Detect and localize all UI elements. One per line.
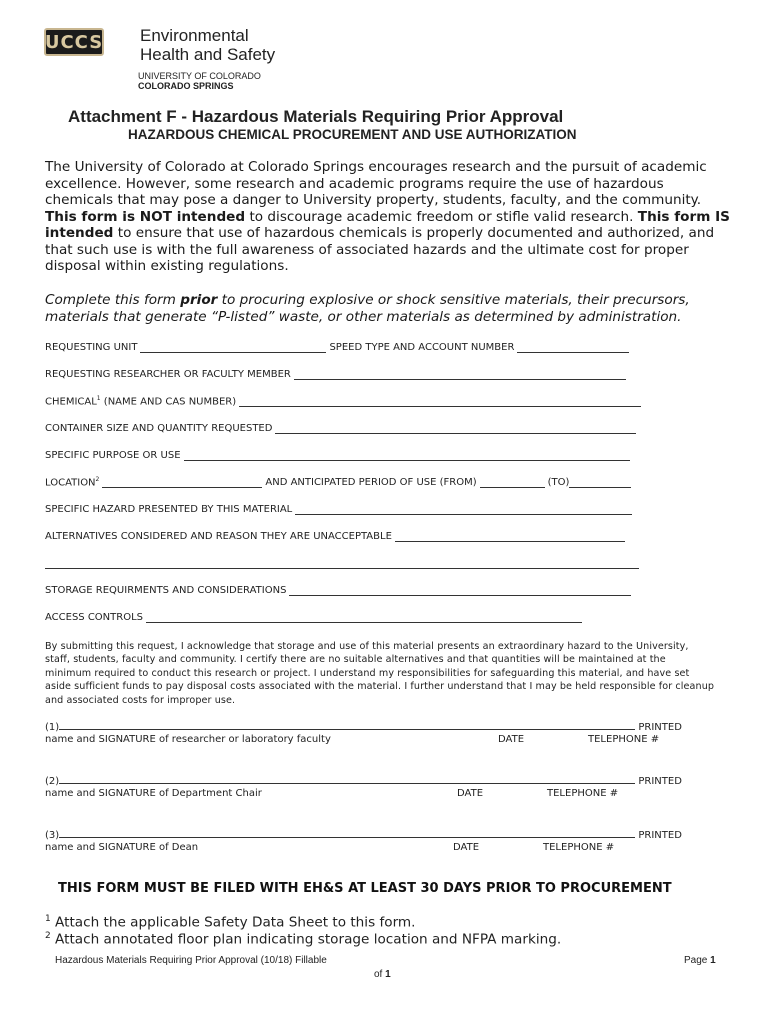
chemical-input[interactable]	[239, 395, 641, 407]
page-title: Attachment F - Hazardous Materials Requiring Prior Approval	[68, 107, 564, 126]
signature-line-2	[45, 773, 682, 787]
signature-3-printed: PRINTED	[638, 830, 682, 841]
hazard-label: SPECIFIC HAZARD PRESENTED BY THIS MATERIAL	[45, 504, 293, 515]
access-input[interactable]	[146, 611, 582, 623]
footnote-1: $^1$ Attach the applicable Safety Data Sheet to this form.	[45, 914, 416, 931]
access-label: ACCESS CONTROLS	[45, 612, 144, 623]
signature-3-telephone: TELEPHONE #	[543, 842, 615, 853]
field-row-purpose	[45, 449, 633, 461]
alternatives-label: ALTERNATIVES CONSIDERED AND REASON THEY ARE UNACCEPTABLE	[45, 531, 392, 542]
instruction-bold: prior	[180, 292, 218, 308]
field-row-location	[45, 476, 634, 488]
signature-line-3	[45, 827, 682, 841]
filing-notice: THIS FORM MUST BE FILED WITH EH&S AT LEAST 30 DAYS PRIOR TO PROCUREMENT	[58, 881, 672, 896]
researcher-label: REQUESTING RESEARCHER OR FACULTY MEMBER	[45, 369, 291, 380]
container-label: CONTAINER SIZE AND QUANTITY REQUESTED	[45, 423, 273, 434]
container-input[interactable]	[275, 422, 636, 434]
purpose-label: SPECIFIC PURPOSE OR USE	[45, 450, 181, 461]
signature-2-number: (2)	[45, 776, 60, 787]
signature-1-caption: name and SIGNATURE of researcher or laboratory faculty	[45, 734, 331, 745]
signature-2-input[interactable]	[59, 773, 635, 784]
field-row-chemical	[45, 395, 644, 407]
university-line: UNIVERSITY OF COLORADO	[138, 71, 261, 81]
signature-line-1	[45, 719, 682, 733]
signature-2-caption: name and SIGNATURE of Department Chair	[45, 788, 262, 799]
field-row-researcher	[45, 368, 629, 380]
intro-bold-1: This form is NOT intended	[45, 208, 246, 225]
signature-1-telephone: TELEPHONE #	[588, 734, 660, 745]
period-label: AND ANTICIPATED PERIOD OF USE (FROM)	[265, 477, 477, 489]
storage-input[interactable]	[289, 584, 631, 596]
intro-paragraph	[45, 159, 730, 275]
speed-type-input[interactable]	[517, 341, 629, 353]
researcher-input[interactable]	[294, 368, 626, 380]
org-name	[140, 26, 275, 64]
intro-text-2: to discourage academic freedom or stifle valid research.	[245, 208, 638, 225]
signature-3-number: (3)	[45, 830, 60, 841]
purpose-input[interactable]	[184, 449, 630, 461]
footer-page-of: of 1	[374, 969, 391, 980]
instruction-paragraph	[45, 292, 730, 325]
signature-3-input[interactable]	[59, 827, 635, 838]
intro-bold-2: This form IS intended	[45, 208, 730, 241]
signature-3-caption: name and SIGNATURE of Dean	[45, 842, 199, 853]
acknowledgement-text: By submitting this request, I acknowledge that storage and use of this material presents an extraordinary hazard to the University, staff, students, faculty and community. I certify there are no suitable alternatives and that quantities will be maintained at the minimum required to conduct this research or project. I understand my responsibilities for safeguarding this material, and have set aside sufficient funds to pay disposal costs associated with the material. I further understand that I may be held responsible for cleanup and associated costs for improper use.	[45, 641, 715, 706]
period-from-input[interactable]	[480, 476, 545, 488]
location-label: LOCATION$^2$	[45, 476, 100, 489]
instruction-pre: Complete this form	[45, 292, 181, 308]
chemical-label: CHEMICAL$^1$ (NAME AND CAS NUMBER)	[45, 395, 237, 408]
requesting-unit-label: REQUESTING UNIT	[45, 342, 138, 353]
intro-text-1: The University of Colorado at Colorado Springs encourages research and the pursuit of academic excellence. However, some research and academic programs require the use of hazardous chemicals that may pose a danger to University property, students, faculty, and the community.	[45, 159, 707, 208]
period-to-label: (TO)	[547, 477, 570, 489]
footer-form-id: Hazardous Materials Requiring Prior Approval (10/18) Fillable	[55, 955, 327, 966]
signature-1-printed: PRINTED	[638, 722, 682, 733]
org-line-2: Health and Safety	[140, 45, 276, 64]
field-row-requesting-unit	[45, 341, 632, 353]
field-row-hazard	[45, 503, 635, 515]
instruction-post: to procuring explosive or shock sensitive materials, their precursors, materials that generate “P-listed” waste, or other materials as determined by administration.	[45, 292, 690, 325]
signature-2-telephone: TELEPHONE #	[547, 788, 619, 799]
campus-line: COLORADO SPRINGS	[138, 81, 234, 91]
footnote-2: $^2$ Attach annotated floor plan indicating storage location and NFPA marking.	[45, 931, 562, 948]
period-to-input[interactable]	[569, 476, 631, 488]
field-row-access	[45, 611, 585, 623]
requesting-unit-input[interactable]	[140, 341, 326, 353]
alternatives-input-line-2[interactable]	[45, 568, 639, 569]
hazard-input[interactable]	[295, 503, 632, 515]
signature-2-date: DATE	[457, 788, 484, 799]
signature-3-date: DATE	[453, 842, 480, 853]
signature-1-input[interactable]	[59, 719, 635, 730]
field-row-container	[45, 422, 639, 434]
signature-2-printed: PRINTED	[638, 776, 682, 787]
uccs-logo: UCCS	[44, 28, 104, 56]
org-line-1: Environmental	[140, 26, 249, 45]
field-row-storage	[45, 584, 634, 596]
signature-1-number: (1)	[45, 722, 60, 733]
location-input[interactable]	[102, 476, 262, 488]
alternatives-input[interactable]	[395, 530, 625, 542]
field-row-alternatives	[45, 530, 628, 542]
intro-text-3: to ensure that use of hazardous chemicals is properly documented and authorized, and that such use is with the full awareness of associated hazards and the ultimate cost for proper disposal within existing regulations.	[45, 225, 715, 274]
storage-label: STORAGE REQUIRMENTS AND CONSIDERATIONS	[45, 585, 287, 596]
signature-1-date: DATE	[498, 734, 525, 745]
page-subtitle: HAZARDOUS CHEMICAL PROCUREMENT AND USE AUTHORIZATION	[128, 127, 577, 142]
footer-page: Page 1	[684, 955, 716, 966]
speed-type-label: SPEED TYPE AND ACCOUNT NUMBER	[329, 342, 515, 353]
